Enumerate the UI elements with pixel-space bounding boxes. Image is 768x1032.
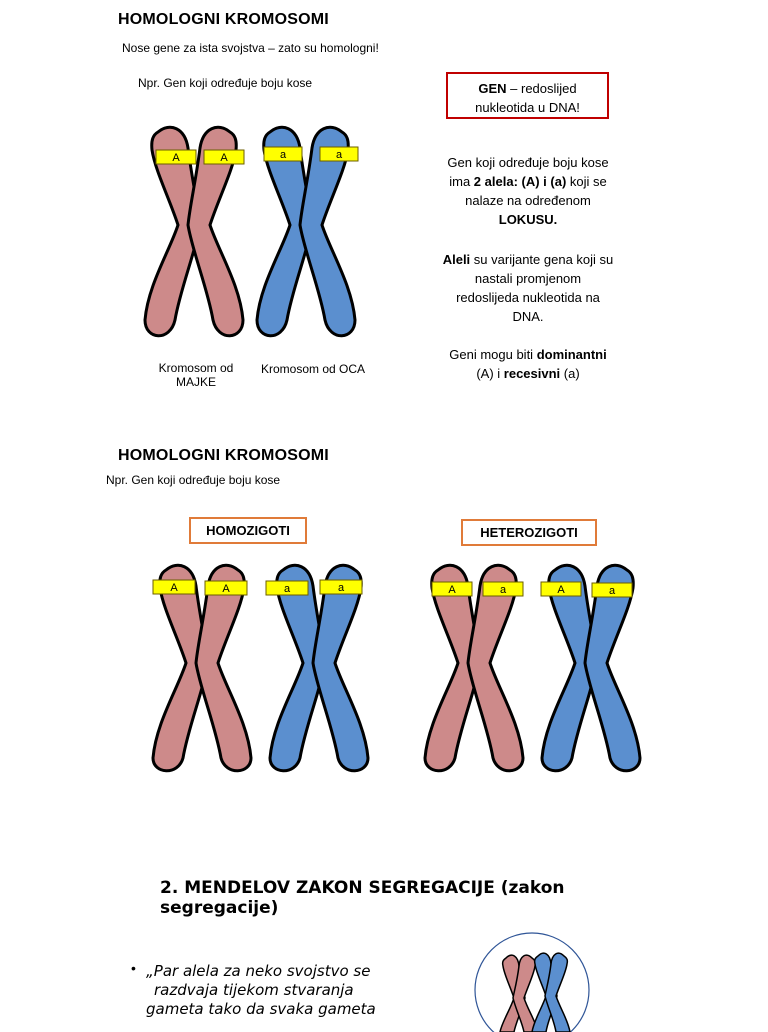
allele-marker [592, 583, 632, 597]
svg-text:a: a [499, 584, 507, 596]
heterozygous-chromosome-pair [420, 558, 650, 778]
allele-marker [483, 582, 523, 596]
allele-marker [432, 582, 472, 596]
heterozigoti-label: HETEROZIGOTI [461, 519, 597, 546]
svg-text:A: A [448, 584, 456, 596]
section1-subtitle: Nose gene za ista svojstva – zato su homologni! [122, 41, 379, 55]
section1-example: Npr. Gen koji određuje boju kose [138, 76, 313, 90]
homozygous-chromosome-pair [148, 558, 378, 778]
svg-text:A: A [220, 152, 228, 164]
svg-text:a: a [337, 582, 345, 594]
svg-text:a: a [283, 583, 291, 595]
cell-chromosome-diagram [474, 932, 594, 1032]
homozigoti-label: HOMOZIGOTI [189, 517, 307, 544]
bullet-icon: • [131, 960, 136, 976]
allele-marker [320, 580, 362, 594]
allele-marker [205, 581, 247, 595]
allele-marker [156, 150, 196, 164]
svg-text:A: A [170, 582, 178, 594]
allele-marker [320, 147, 358, 161]
chromosome-pair-1 [140, 120, 370, 345]
svg-text:a: a [335, 149, 343, 161]
gene-alleles-paragraph: Gen koji određuje boju kose ima 2 alela: (A) i (a) koji se nalaze na određenom LOKUSU. [447, 155, 609, 227]
section2-title: HOMOLOGNI KROMOSOMI [118, 447, 329, 464]
svg-text:a: a [608, 585, 616, 597]
svg-text:A: A [172, 152, 180, 164]
allele-marker [264, 147, 302, 161]
dominance-paragraph: Geni mogu biti dominantni (A) i recesivni (a) [449, 347, 607, 381]
maternal-label: Kromosom od MAJKE [158, 361, 234, 389]
allele-marker [153, 580, 195, 594]
svg-text:a: a [279, 149, 287, 161]
section1-title: HOMOLOGNI KROMOSOMI [118, 11, 329, 28]
gen-definition-box: GEN – redoslijed nukleotida u DNA! [446, 72, 609, 119]
section2-example: Npr. Gen koji određuje boju kose [106, 473, 281, 487]
allele-marker [204, 150, 244, 164]
paternal-label: Kromosom od OCA [261, 362, 366, 376]
svg-text:A: A [557, 584, 565, 596]
allele-marker [541, 582, 581, 596]
mendel-law-title: 2. MENDELOV ZAKON SEGREGACIJE (zakon segregacije) [160, 878, 565, 918]
svg-text:A: A [222, 583, 230, 595]
allele-marker [266, 581, 308, 595]
aleli-paragraph: Aleli su varijante gena koji su nastali promjenom redoslijeda nukleotida na DNA. [442, 252, 614, 324]
segregation-bullet-text: „Par alela za neko svojstvo se razdvaja tijekom stvaranja gameta tako da svaka gameta [146, 962, 376, 1018]
